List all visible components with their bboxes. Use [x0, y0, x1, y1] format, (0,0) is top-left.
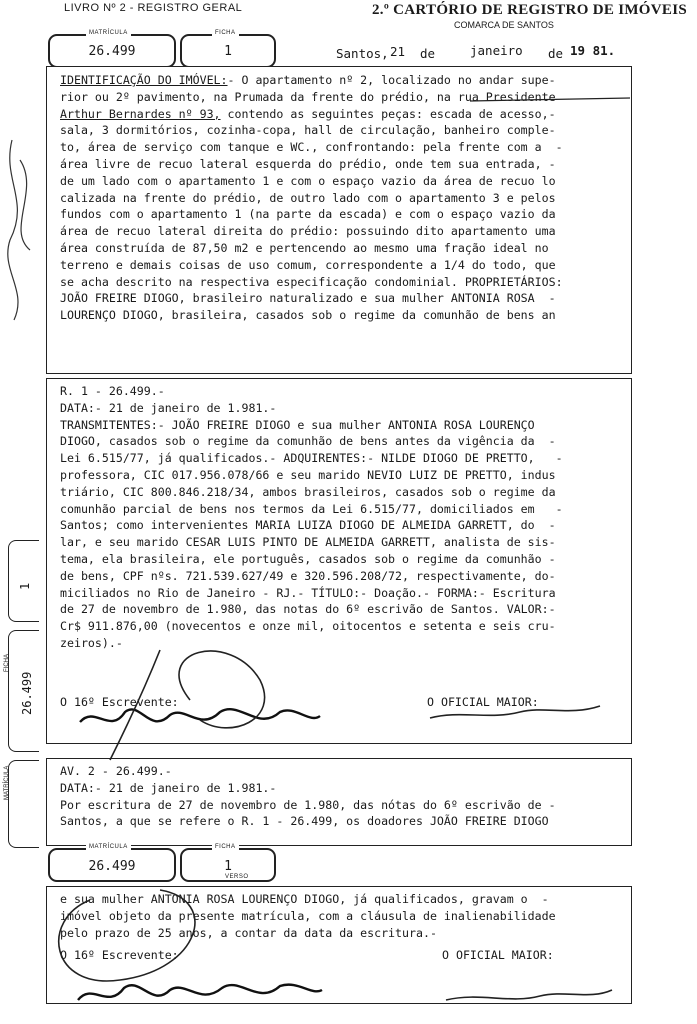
text-line — [60, 223, 563, 240]
verso-box — [46, 886, 632, 1004]
underlined-text: IDENTIFICAÇÃO DO IMÓVEL: — [60, 73, 228, 87]
date-day: 21 — [390, 44, 406, 59]
text-line — [60, 551, 563, 568]
comarca-label: COMARCA DE SANTOS — [454, 20, 554, 30]
date-de1: de — [420, 46, 436, 61]
line-text: triário, CIC 800.846.218/34, ambos brasileiros, casados sob o regime da — [60, 484, 556, 499]
book-title: LIVRO Nº 2 - REGISTRO GERAL — [64, 2, 243, 14]
line-text: professora, CIC 017.956.078/66 e seu marido NEVIO LUIZ DE PRETTO, indus — [60, 467, 556, 482]
line-text: Santos; como intervenientes MARIA LUIZA DIOGO DE ALMEIDA GARRETT, do - — [60, 518, 556, 533]
text-line — [60, 813, 556, 830]
ficha-number: 1 — [224, 44, 232, 59]
text-line — [60, 106, 563, 123]
line-text: Lei 6.515/77, já qualificados.- ADQUIRENTES:- NILDE DIOGO DE PRETTO, - — [60, 451, 563, 466]
side-ficha-number: 1 — [18, 582, 32, 590]
text-line — [60, 450, 563, 467]
text-line — [60, 417, 563, 434]
side-ficha-caption: FICHA — [4, 654, 10, 672]
line-text: Cr$ 911.876,00 (novecentos e onze mil, oitocentos e setenta e seis cru- — [60, 619, 556, 634]
text-line — [60, 534, 563, 551]
av2-text — [60, 763, 556, 830]
text-line — [60, 383, 563, 400]
line-text: contendo as seguintes peças: escada de acesso,- — [220, 106, 556, 121]
matricula-number: 26.499 — [88, 44, 136, 59]
margin-scribble — [8, 140, 30, 320]
r1-escrevente-label: O 16º Escrevente: — [60, 695, 179, 709]
text-line — [60, 797, 556, 814]
text-line — [60, 908, 556, 925]
line-text: - O apartamento nº 2, localizado no andar supe- — [227, 73, 556, 87]
side-matricula-caption: MATRÍCULA — [4, 765, 10, 800]
line-text: sala, 3 dormitórios, cozinha-copa, hall de circulação, banheiro comple- — [60, 123, 556, 138]
line-text: e sua mulher ANTONIA ROSA LOURENÇO DIOGO, já qualificados, gravam o - — [60, 892, 549, 906]
r1-box — [46, 378, 632, 744]
line-text: calizada na frente do prédio, de outro lado com o apartamento 3 e pelos — [60, 190, 556, 205]
text-line — [60, 601, 563, 618]
text-line — [60, 274, 563, 291]
side-ficha-bracket — [8, 540, 39, 622]
line-text: de 27 de novembro de 1.980, das notas do 6º escrivão de Santos. VALOR:- — [60, 602, 556, 617]
line-text: Por escritura de 27 de novembro de 1.980, das nótas do 6º escrivão de - — [60, 797, 556, 812]
line-text: DATA:- 21 de janeiro de 1.981.- — [60, 400, 277, 415]
line-text: to, área de serviço com tanque e WC., confrontando: pela frente com a - — [60, 140, 563, 155]
text-line — [60, 400, 563, 417]
text-line — [60, 139, 563, 156]
verso-ficha-caption: FICHA — [212, 844, 239, 850]
ficha-caption: FICHA — [212, 30, 239, 36]
text-line — [60, 156, 563, 173]
line-text: se acha descrito na respectiva especificação condominial. PROPRIETÁRIOS: — [60, 274, 563, 289]
verso-matricula-caption: MATRÍCULA — [86, 844, 131, 850]
text-line — [60, 484, 563, 501]
text-line — [60, 467, 563, 484]
line-text: de um lado com o apartamento 1 e com o espaço vazio da área de recuo lo — [60, 173, 556, 188]
text-line — [60, 763, 556, 780]
date-month: janeiro — [470, 43, 523, 58]
text-line — [60, 780, 556, 797]
line-text: DIOGO, casados sob o regime da comunhão de bens antes da vigência da - — [60, 434, 556, 449]
date-year: 19 81. — [570, 43, 616, 58]
text-line — [60, 501, 563, 518]
identificacao-text — [60, 72, 563, 324]
line-text: tema, ela brasileira, ele português, casados sob o regime da comunhão - — [60, 551, 556, 566]
underlined-text: Arthur Bernardes nº 93, — [60, 106, 221, 121]
line-text: de bens, CPF nºs. 721.539.627/49 e 320.596.208/72, respectivamente, do- — [60, 568, 556, 583]
line-text: miciliados no Rio de Janeiro - RJ.- TÍTULO:- Doação.- FORMA:- Escritura — [60, 585, 556, 600]
r1-oficial-label: O OFICIAL MAIOR: — [427, 695, 539, 709]
verso-escrevente-label: O 16º Escrevente: — [60, 948, 179, 962]
line-text: área construída de 87,50 m2 e pertencendo ao mesmo uma fração ideal no — [60, 240, 549, 255]
text-line — [60, 925, 556, 942]
line-text: pelo prazo de 25 anos, a contar da data da escritura.- — [60, 925, 437, 940]
matricula-caption: MATRÍCULA — [86, 30, 131, 36]
verso-ficha-box — [180, 844, 276, 882]
verso-label: VERSO — [222, 874, 252, 880]
text-line — [60, 72, 563, 89]
line-text: lar, e seu marido CESAR LUIS PINTO DE ALMEIDA GARRETT, analista de sis- — [60, 535, 556, 550]
verso-ficha-number: 1 — [224, 859, 232, 874]
line-text: imóvel objeto da presente matrícula, com a cláusula de inalienabilidade — [60, 908, 556, 923]
line-text: terreno e demais coisas de uso comum, correspondente a 1/4 do todo, que — [60, 257, 556, 272]
text-line — [60, 173, 563, 190]
text-line — [60, 568, 563, 585]
text-line — [60, 290, 563, 307]
verso-text — [60, 891, 556, 941]
text-line — [60, 122, 563, 139]
line-text: comunhão parcial de bens nos termos da Lei 6.515/77, domiciliados em - — [60, 501, 563, 516]
text-line — [60, 89, 563, 106]
text-line — [60, 190, 563, 207]
verso-oficial-label: O OFICIAL MAIOR: — [442, 948, 554, 962]
ficha-box — [180, 30, 276, 68]
identificacao-box — [46, 66, 632, 374]
line-text: fundos com o apartamento 1 (na parte da escada) e com o espaço vazio da — [60, 207, 556, 222]
line-text: R. 1 - 26.499.- — [60, 384, 165, 398]
side-lower-bracket — [8, 760, 39, 848]
text-line — [60, 307, 563, 324]
date-city: Santos, — [336, 46, 389, 61]
text-line — [60, 618, 563, 635]
date-de2: de — [548, 46, 564, 61]
r1-text — [60, 383, 563, 652]
office-title: 2.º CARTÓRIO DE REGISTRO DE IMÓVEIS — [372, 2, 687, 18]
av2-box — [46, 758, 632, 846]
text-line — [60, 433, 563, 450]
verso-matricula-box — [48, 844, 176, 882]
matricula-box — [48, 30, 176, 68]
text-line — [60, 635, 563, 652]
side-matricula-number: 26.499 — [20, 671, 34, 715]
line-text: LOURENÇO DIOGO, brasileira, casados sob o regime da comunhão de bens an — [60, 308, 556, 323]
line-text: área livre de recuo lateral esquerda do prédio, onde tem sua entrada, - — [60, 156, 556, 171]
text-line — [60, 585, 563, 602]
line-text: TRANSMITENTES:- JOÃO FREIRE DIOGO e sua mulher ANTONIA ROSA LOURENÇO — [60, 417, 535, 432]
text-line — [60, 240, 563, 257]
line-text: Santos, a que se refere o R. 1 - 26.499, os doadores JOÃO FREIRE DIOGO — [60, 814, 549, 829]
text-line — [60, 257, 563, 274]
line-text: zeiros).- — [60, 635, 123, 650]
text-line — [60, 517, 563, 534]
text-line — [60, 891, 556, 908]
line-text: AV. 2 - 26.499.- — [60, 764, 172, 778]
line-text: DATA:- 21 de janeiro de 1.981.- — [60, 780, 277, 795]
text-line — [60, 206, 563, 223]
line-text: rior ou 2º pavimento, na Prumada da frente do prédio, na rua Presidente — [60, 89, 556, 104]
line-text: JOÃO FREIRE DIOGO, brasileiro naturalizado e sua mulher ANTONIA ROSA - — [60, 291, 556, 306]
verso-matricula-number: 26.499 — [88, 859, 136, 874]
line-text: área de recuo lateral direita do prédio: possuindo dito apartamento uma — [60, 224, 556, 239]
